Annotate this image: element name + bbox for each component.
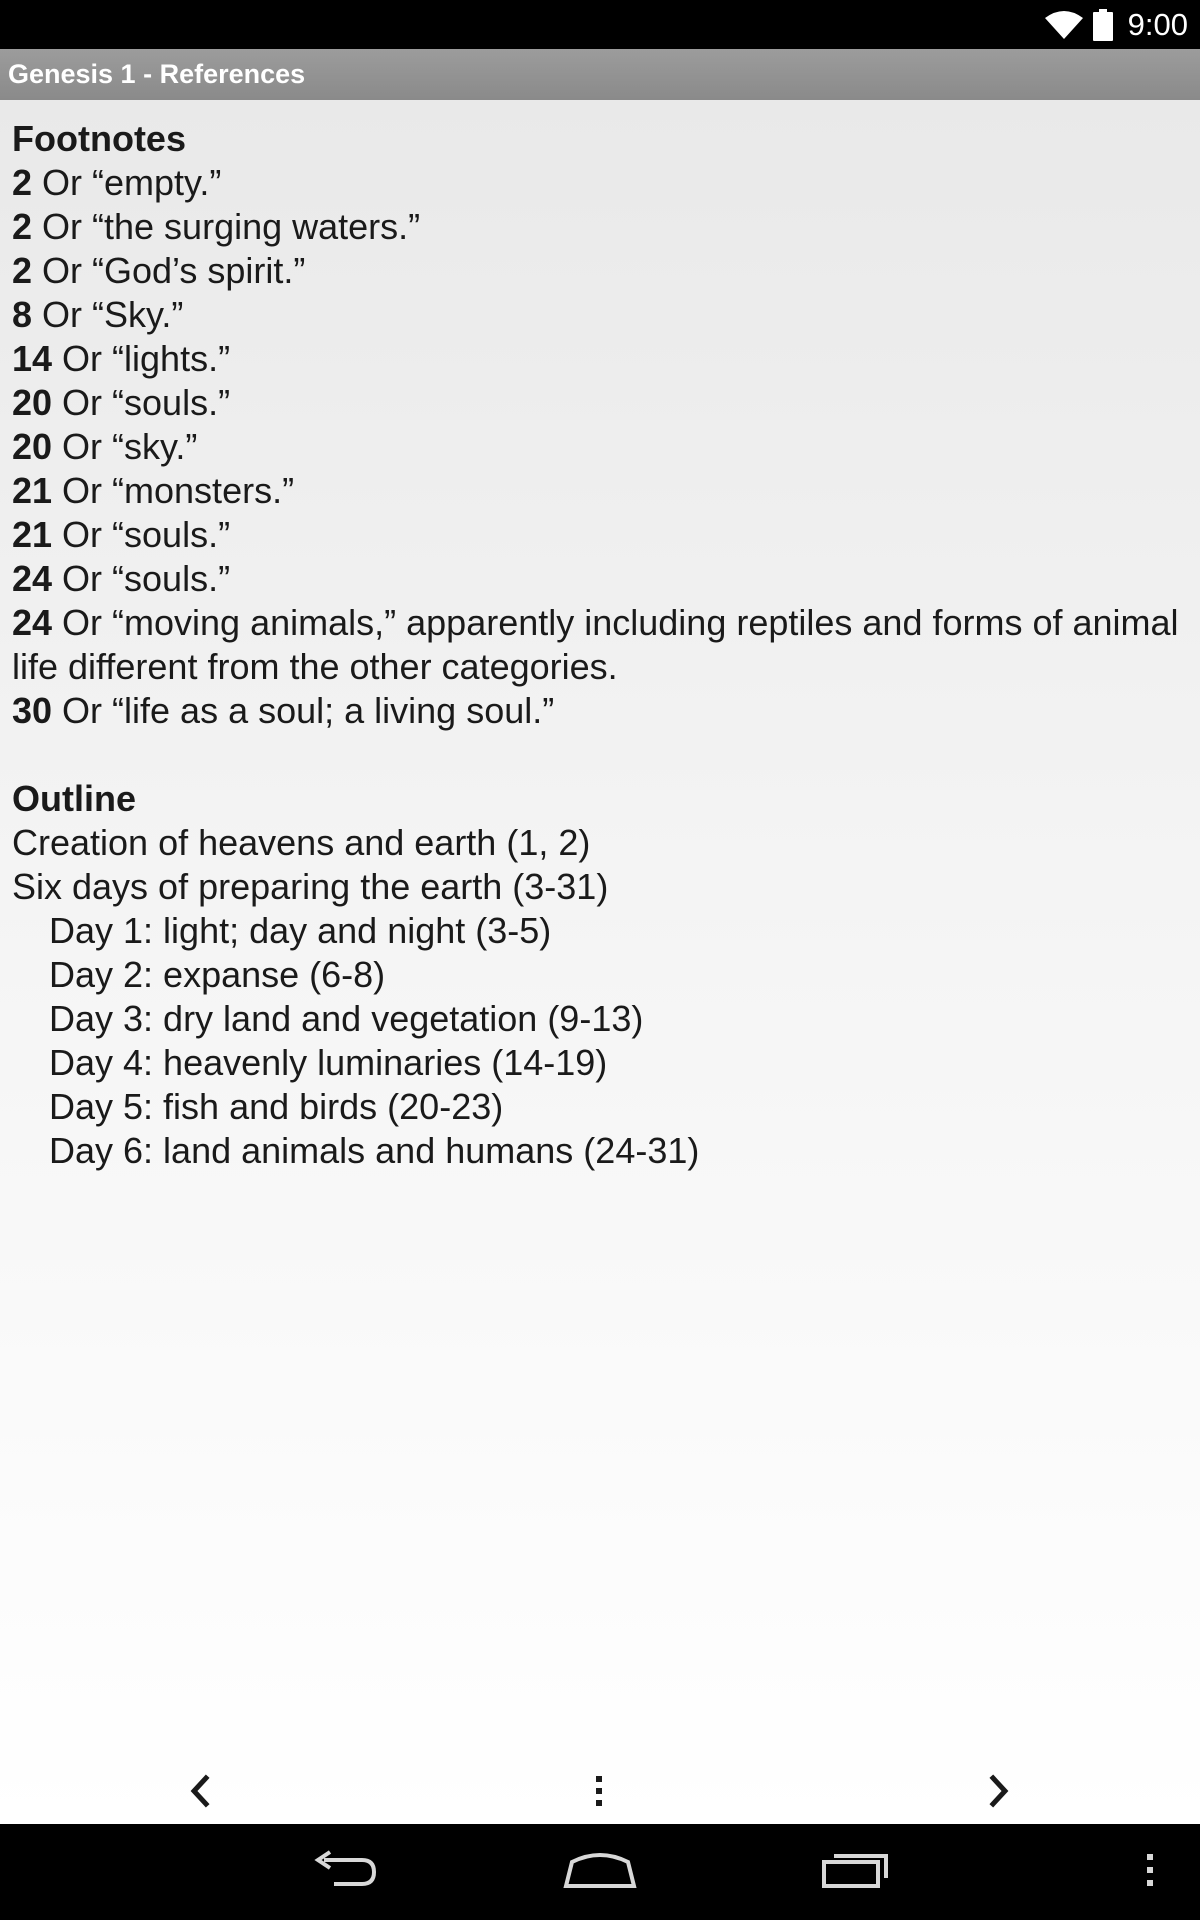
footnote-verse-number: 24 <box>12 602 53 643</box>
outline-item: Creation of heavens and earth (1, 2) <box>12 822 591 863</box>
footnote-text: Or “sky.” <box>52 426 198 467</box>
footnote-item <box>12 381 1182 425</box>
previous-button[interactable] <box>165 1762 235 1824</box>
outline-subitem: Day 4: heavenly luminaries (14-19) <box>49 1042 608 1083</box>
home-icon <box>562 1850 638 1895</box>
footnote-item <box>12 557 1182 601</box>
footnote-text: Or “Sky.” <box>32 294 184 335</box>
footnote-verse-number: 2 <box>12 250 33 291</box>
back-button[interactable] <box>300 1824 390 1920</box>
system-navigation-bar <box>0 1824 1200 1920</box>
status-time: 9:00 <box>1127 6 1188 42</box>
footnote-verse-number: 30 <box>12 690 53 731</box>
battery-icon <box>1092 9 1114 41</box>
outline-subitem: Day 1: light; day and night (3-5) <box>49 910 552 951</box>
footnote-text: Or “souls.” <box>52 558 231 599</box>
references-text <box>12 117 1182 1173</box>
outline-subitem: Day 6: land animals and humans (24-31) <box>49 1130 700 1171</box>
footnote-text: Or “monsters.” <box>52 470 295 511</box>
footnote-verse-number: 24 <box>12 558 53 599</box>
bottom-controls <box>0 1762 1200 1824</box>
section-spacer <box>12 733 1182 777</box>
footnote-item <box>12 425 1182 469</box>
outline-item: Six days of preparing the earth (3-31) <box>12 866 609 907</box>
footnote-text: Or “empty.” <box>32 162 222 203</box>
title-bar <box>0 49 1200 101</box>
status-bar <box>0 0 1200 49</box>
footnote-item <box>12 249 1182 293</box>
footnote-text: Or “life as a soul; a living soul.” <box>52 690 555 731</box>
footnote-item <box>12 689 1182 733</box>
footnote-item <box>12 293 1182 337</box>
vertical-dots-icon <box>594 1774 604 1813</box>
footnote-verse-number: 20 <box>12 382 53 423</box>
footnote-verse-number: 14 <box>12 338 53 379</box>
footnote-text: Or “souls.” <box>52 514 231 555</box>
footnote-item <box>12 205 1182 249</box>
back-icon <box>310 1850 380 1895</box>
footnotes-heading: Footnotes <box>12 118 186 159</box>
footnote-text: Or “lights.” <box>52 338 231 379</box>
content-area[interactable] <box>0 100 1200 1824</box>
page-title: Genesis 1 - References <box>8 59 306 89</box>
outline-subitem: Day 5: fish and birds (20-23) <box>49 1086 504 1127</box>
outline-subitem: Day 3: dry land and vegetation (9-13) <box>49 998 644 1039</box>
footnote-verse-number: 2 <box>12 162 33 203</box>
recents-icon <box>820 1850 890 1895</box>
footnote-verse-number: 21 <box>12 514 53 555</box>
next-button[interactable] <box>964 1762 1034 1824</box>
footnote-item <box>12 337 1182 381</box>
menu-button[interactable] <box>564 1762 634 1824</box>
footnote-item <box>12 513 1182 557</box>
footnote-text: Or “the surging waters.” <box>32 206 421 247</box>
footnote-text: Or “moving animals,” apparently including reptiles and forms of animal life different from the other categories. <box>12 602 1179 687</box>
recents-button[interactable] <box>810 1824 900 1920</box>
footnote-item <box>12 161 1182 205</box>
overflow-menu-button[interactable] <box>1130 1824 1170 1920</box>
footnote-verse-number: 2 <box>12 206 33 247</box>
footnote-text: Or “souls.” <box>52 382 231 423</box>
home-button[interactable] <box>555 1824 645 1920</box>
wifi-icon <box>1044 10 1084 40</box>
chevron-right-icon <box>987 1774 1011 1813</box>
footnote-verse-number: 20 <box>12 426 53 467</box>
footnote-item <box>12 469 1182 513</box>
footnote-verse-number: 21 <box>12 470 53 511</box>
footnote-verse-number: 8 <box>12 294 33 335</box>
overflow-icon <box>1145 1850 1155 1895</box>
outline-heading: Outline <box>12 778 136 819</box>
footnote-text: Or “God’s spirit.” <box>32 250 306 291</box>
chevron-left-icon <box>188 1774 212 1813</box>
status-icons <box>1044 0 1188 49</box>
outline-subitem: Day 2: expanse (6-8) <box>49 954 386 995</box>
footnote-item <box>12 601 1182 689</box>
